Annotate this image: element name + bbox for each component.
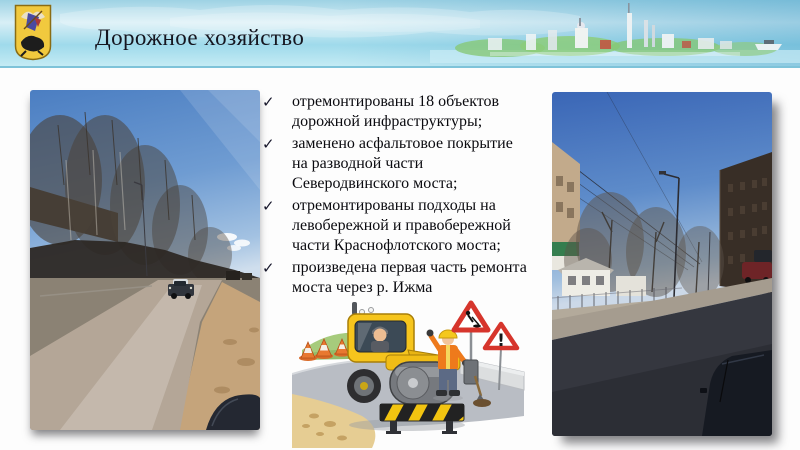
- bullet-text: отремонтированы 18 объектов дорожной инфраструктуры;: [292, 93, 500, 131]
- bullet-item: [262, 92, 540, 133]
- bullet-item: [262, 196, 540, 257]
- right-road-photo: [552, 92, 772, 436]
- distant-vehicles: [226, 271, 252, 280]
- check-icon: ✓: [262, 258, 275, 277]
- bullet-text: отремонтированы подходы на левобережной и правобережной части Краснофлотского моста;: [292, 196, 511, 255]
- svg-text:!: !: [497, 331, 505, 351]
- left-building: [552, 142, 580, 242]
- left-road-photo: [30, 90, 260, 430]
- bullet-item: [262, 258, 540, 299]
- bullet-text: произведена первая часть ремонта моста через р. Ижма: [292, 258, 527, 296]
- bullet-item: [262, 134, 540, 195]
- check-icon: ✓: [262, 196, 275, 215]
- roadworks-illustration: [292, 298, 526, 448]
- bullet-list: [262, 92, 540, 299]
- header-banner: [0, 0, 800, 68]
- check-icon: ✓: [262, 134, 275, 153]
- arkhangelsk-coat-of-arms-icon: [14, 4, 52, 61]
- city-skyline-graphic: [430, 0, 800, 66]
- page-title: Дорожное хозяйство: [95, 25, 305, 50]
- check-icon: ✓: [262, 93, 275, 111]
- bullet-text: заменено асфальтовое покрытие на разводной части Северодвинского моста;: [292, 134, 513, 193]
